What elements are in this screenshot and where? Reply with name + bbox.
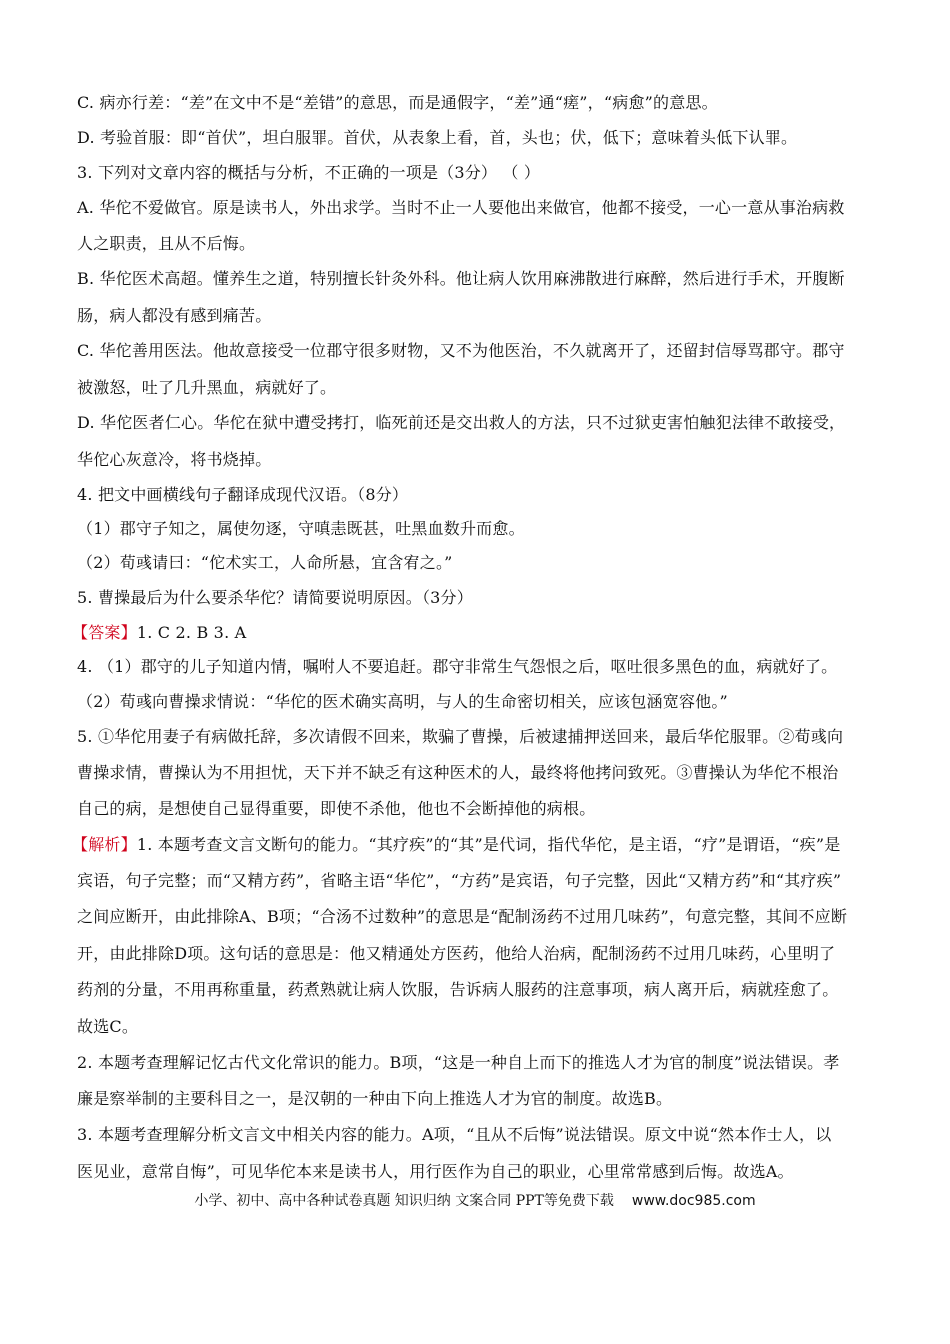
text-line: 故选C。	[77, 1017, 139, 1036]
text-line: 华佗心灰意冷，将书烧掉。	[77, 450, 272, 469]
question-4: 4. 把文中画横线句子翻译成现代汉语。（8分）	[77, 485, 409, 504]
page-footer	[0, 1191, 950, 1211]
answer-line	[72, 622, 872, 644]
footer-url[interactable]: www.doc985.com	[631, 1193, 756, 1209]
text-line: B. 华佗医术高超。懂养生之道，特别擅长针灸外科。他让病人饮用麻沸散进行麻醉，然后进行手术，开腹断	[77, 269, 845, 288]
text-line: 5. ①华佗用妻子有病做托辞，多次请假不回来，欺骗了曹操，后被逮捕押送回来，最后华佗服罪。②荀彧向	[77, 727, 844, 746]
text-line: A. 华佗不爱做官。原是读书人，外出求学。当时不止一人要他出来做官，他都不接受，一心一意从事治病救	[77, 198, 845, 217]
question-5: 5. 曹操最后为什么要杀华佗？请简要说明原因。（3分）	[77, 588, 473, 607]
footer-text: 小学、初中、高中各种试卷真题 知识归纳 文案合同 PPT等免费下载	[194, 1193, 614, 1209]
text-line: 曹操求情，曹操认为不用担忧，天下并不缺乏有这种医术的人，最终将他拷问致死。③曹操认为华佗不根治	[77, 763, 839, 782]
text-line: C. 病亦行差：“差”在文中不是“差错”的意思，而是通假字，“差”通“瘥”，“病愈”的意思。	[77, 93, 718, 112]
analysis-line	[72, 834, 872, 856]
analysis-text: 1. 本题考查文言文断句的能力。“其疗疾”的“其”是代词，指代华佗，是主语，“疗”是谓语，“疾”是	[136, 835, 841, 854]
answer-label: 【答案】	[72, 623, 137, 642]
text-line: 医见业，意常自悔”，可见华佗本来是读书人，用行医作为自己的职业，心里常常感到后悔。故选A。	[77, 1162, 794, 1181]
text-line: 2. 本题考查理解记忆古代文化常识的能力。B项，“这是一种自上而下的推选人才为官的制度”说法错误。孝	[77, 1053, 840, 1072]
text-line: 开，由此排除D项。这句话的意思是：他又精通处方医药，他给人治病，配制汤药不过用几味药，心里明了	[77, 944, 836, 963]
text-line: 廉是察举制的主要科目之一，是汉朝的一种由下向上推选人才为官的制度。故选B。	[77, 1089, 673, 1108]
text-line: 4. （1）郡守的儿子知道内情，嘱咐人不要追赶。郡守非常生气怨恨之后，呕吐很多黑色的血，病就好了。	[77, 657, 838, 676]
answer-choices: 1. C 2. B 3. A	[136, 623, 247, 642]
text-line: （2）荀彧向曹操求情说：“华佗的医术确实高明，与人的生命密切相关，应该包涵宽容他。”	[77, 692, 728, 711]
text-line: 自己的病，是想使自己显得重要，即使不杀他，他也不会断掉他的病根。	[77, 799, 596, 818]
text-line: D. 考验首服：即“首伏”，坦白服罪。首伏，从表象上看，首，头也；伏，低下；意味着头低下认罪。	[77, 128, 798, 147]
text-line: （2）荀彧请曰：“佗术实工，人命所悬，宜含宥之。”	[77, 553, 453, 572]
text-line: 被激怒，吐了几升黑血，病就好了。	[77, 378, 337, 397]
text-line: 3. 本题考查理解分析文言文中相关内容的能力。A项，“且从不后悔”说法错误。原文中说“然本作士人，以	[77, 1125, 832, 1144]
text-line: 人之职责，且从不后悔。	[77, 234, 256, 253]
text-line: 宾语，句子完整；而“又精方药”，省略主语“华佗”，“方药”是宾语，句子完整，因此“又精方药”和“其疗疾”	[77, 871, 842, 890]
text-line: 之间应断开，由此排除A、B项；“合汤不过数种”的意思是“配制汤药不过用几味药”，句意完整，其间不应断	[77, 907, 848, 926]
text-line: D. 华佗医者仁心。华佗在狱中遭受拷打，临死前还是交出救人的方法，只不过狱吏害怕触犯法律不敢接受，	[77, 413, 846, 432]
text-line: C. 华佗善用医法。他故意接受一位郡守很多财物，又不为他医治，不久就离开了，还留封信辱骂郡守。郡守	[77, 341, 845, 360]
text-line: 肠，病人都没有感到痛苦。	[77, 306, 272, 325]
question-3: 3. 下列对文章内容的概括与分析，不正确的一项是（3分） （ ）	[77, 163, 541, 182]
text-line: 药剂的分量，不用再称重量，药煮熟就让病人饮服，告诉病人服药的注意事项，病人离开后，病就痊愈了。	[77, 980, 839, 999]
text-line: （1）郡守子知之，属使勿逐，守嗔恚既甚，吐黑血数升而愈。	[77, 519, 525, 538]
analysis-label: 【解析】	[72, 835, 137, 854]
